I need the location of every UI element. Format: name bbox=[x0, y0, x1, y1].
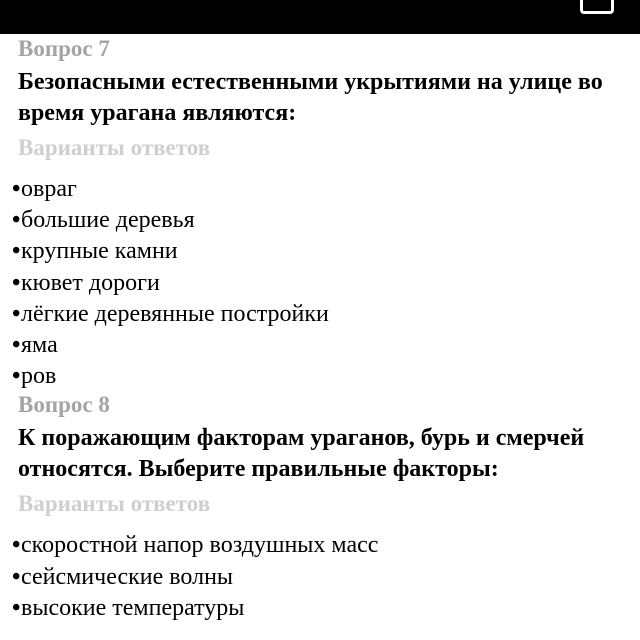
bullet-icon: • bbox=[12, 269, 21, 296]
bullet-icon: • bbox=[12, 532, 21, 559]
quiz-content bbox=[12, 36, 628, 624]
answer-option-label: кювет дороги bbox=[21, 269, 160, 296]
answer-option[interactable] bbox=[12, 593, 628, 624]
question-7 bbox=[12, 36, 628, 392]
bullet-icon: • bbox=[12, 363, 21, 390]
answer-option[interactable] bbox=[12, 236, 628, 267]
answer-option[interactable] bbox=[12, 330, 628, 361]
answer-option-label: овраг bbox=[21, 176, 77, 202]
bullet-icon: • bbox=[12, 331, 21, 358]
answer-option[interactable] bbox=[12, 268, 628, 299]
answer-option-label: лёгкие деревянные постройки bbox=[21, 300, 329, 327]
answer-option[interactable] bbox=[12, 174, 628, 205]
bullet-icon: • bbox=[12, 238, 21, 265]
question-text: Безопасными естественными укрытиями на улице во время урагана являются: bbox=[18, 69, 603, 126]
answer-option-label: сейсмические волны bbox=[21, 563, 234, 590]
answer-option[interactable] bbox=[12, 205, 628, 236]
answer-options bbox=[12, 174, 628, 392]
answer-option-label: высокие температуры bbox=[21, 594, 245, 621]
answer-option-label: ров bbox=[21, 363, 57, 390]
answer-option-label: большие деревья bbox=[21, 207, 195, 234]
answer-option-label: скоростной напор воздушных масс bbox=[21, 532, 379, 559]
question-label: Вопрос 7 bbox=[18, 36, 110, 61]
answer-option-label: яма bbox=[21, 331, 58, 358]
bullet-icon: • bbox=[12, 594, 21, 621]
answer-option-label: крупные камни bbox=[21, 238, 178, 265]
question-label: Вопрос 8 bbox=[18, 392, 110, 418]
top-bar bbox=[0, 0, 640, 34]
answer-options bbox=[12, 530, 628, 624]
answer-option[interactable] bbox=[12, 562, 628, 593]
answer-option[interactable] bbox=[12, 530, 628, 561]
answers-label: Варианты ответов bbox=[18, 491, 211, 517]
bullet-icon: • bbox=[12, 300, 21, 327]
question-8 bbox=[12, 392, 628, 624]
window-icon[interactable] bbox=[580, 0, 614, 14]
bullet-icon: • bbox=[12, 176, 21, 202]
bullet-icon: • bbox=[12, 207, 21, 234]
answer-option[interactable] bbox=[12, 299, 628, 330]
answer-option[interactable] bbox=[12, 361, 628, 392]
answers-label: Варианты ответов bbox=[18, 135, 211, 160]
question-text: К поражающим факторам ураганов, бурь и смерчей относятся. Выберите правильные факторы: bbox=[18, 425, 585, 483]
bullet-icon: • bbox=[12, 563, 21, 590]
